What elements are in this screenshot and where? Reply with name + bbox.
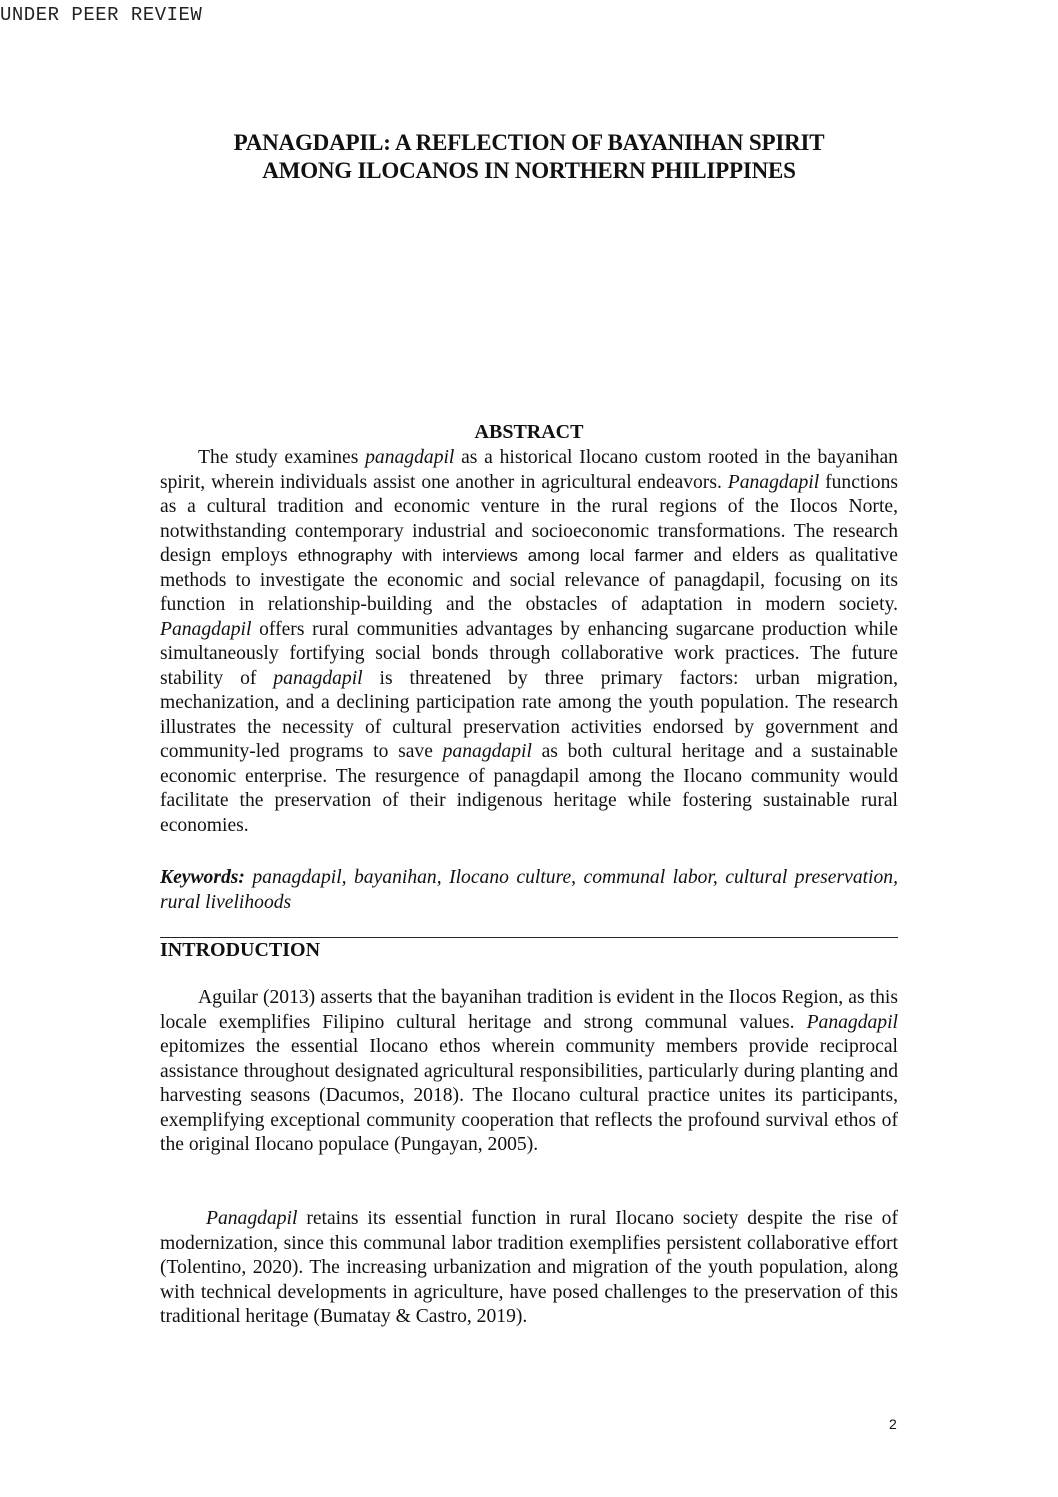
text-run: is threatened by three primary factors: urban migration, mechanization, and a declining participation rate among the youth population. The research illustrates the necessity of cultural preservation activities endorsed by government and community-led programs to save [160,667,898,762]
abstract-body [160,446,898,838]
keywords-label: Keywords: [160,867,245,888]
italic-term: Panagdapil [806,1011,898,1033]
text-run: offers rural communities advantages by enhancing sugarcane production while simultaneously fortifying social bonds through collaborative work practices. The future stability of [160,618,898,689]
intro-paragraph-1 [160,986,898,1158]
text-run: epitomizes the essential Ilocano ethos wherein community members provide reciprocal assistance throughout designated agricultural responsibilities, particularly during planting and harvesting seasons (Dacumos, 2018). The Ilocano cultural practice unites its participants, exemplifying exceptional community cooperation that reflects the profound survival ethos of the original Ilocano populace (Pungayan, 2005). [160,1036,898,1155]
italic-term: panagdapil [442,741,532,762]
title-line-1: PANAGDAPIL: A REFLECTION OF BAYANIHAN SPIRIT [233,130,825,155]
text-run: and elders as qualitative methods to investigate the economic and social relevance of panagdapil, focusing on its function in relationship-building and the obstacles of adaptation in modern society. [160,545,898,615]
italic-term: panagdapil [273,667,363,689]
page-number: 2 [889,1416,897,1432]
text-run: functions as a cultural tradition and economic venture in the rural regions of the Ilocos Norte, notwithstanding contemporary industrial and socioeconomic transformations. The research design employs [160,471,898,566]
text-run: The study examines [198,447,366,468]
intro-paragraph-2 [160,1207,898,1330]
text-run: as a historical Ilocano custom rooted in the bayanihan spirit, wherein individuals assist one another in agricultural endeavors. [160,447,898,493]
text-run: ethnography with interviews among local farmer [297,546,684,565]
italic-term: Panagdapil [160,618,252,640]
italic-term: Panagdapil [727,471,820,493]
keywords-line [160,866,898,915]
text-run: as both cultural heritage and a sustainable economic enterprise. The resurgence of panagdapil among the Ilocano community would facilitate the preservation of their indigenous heritage while fostering sustainable rural economies. [160,741,899,836]
text-run: retains its essential function in rural Ilocano society despite the rise of modernization, since this communal labor tradition exemplifies persistent collaborative effort (Tolentino, 2020). The increasing urbanization and migration of the youth population, along with technical developments in agriculture, have posed challenges to the preservation of this traditional heritage (Bumatay & Castro, 2019). [160,1208,898,1327]
abstract-heading: ABSTRACT [474,421,584,443]
title-line-2: AMONG ILOCANOS IN NORTHERN PHILIPPINES [262,158,796,183]
text-run: Aguilar (2013) asserts that the bayanihan tradition is evident in the Ilocos Region, as this locale exemplifies Filipino cultural heritage and strong communal values. [160,987,898,1033]
introduction-heading: INTRODUCTION [160,939,321,961]
section-divider [160,937,898,938]
peer-review-watermark: UNDER PEER REVIEW [0,4,203,26]
keywords-list: panagdapil, bayanihan, Ilocano culture, communal labor, cultural preservation, rural livelihoods [160,867,898,913]
italic-term: panagdapil [365,447,455,468]
italic-term: Panagdapil [206,1208,298,1229]
paper-title [160,129,898,185]
